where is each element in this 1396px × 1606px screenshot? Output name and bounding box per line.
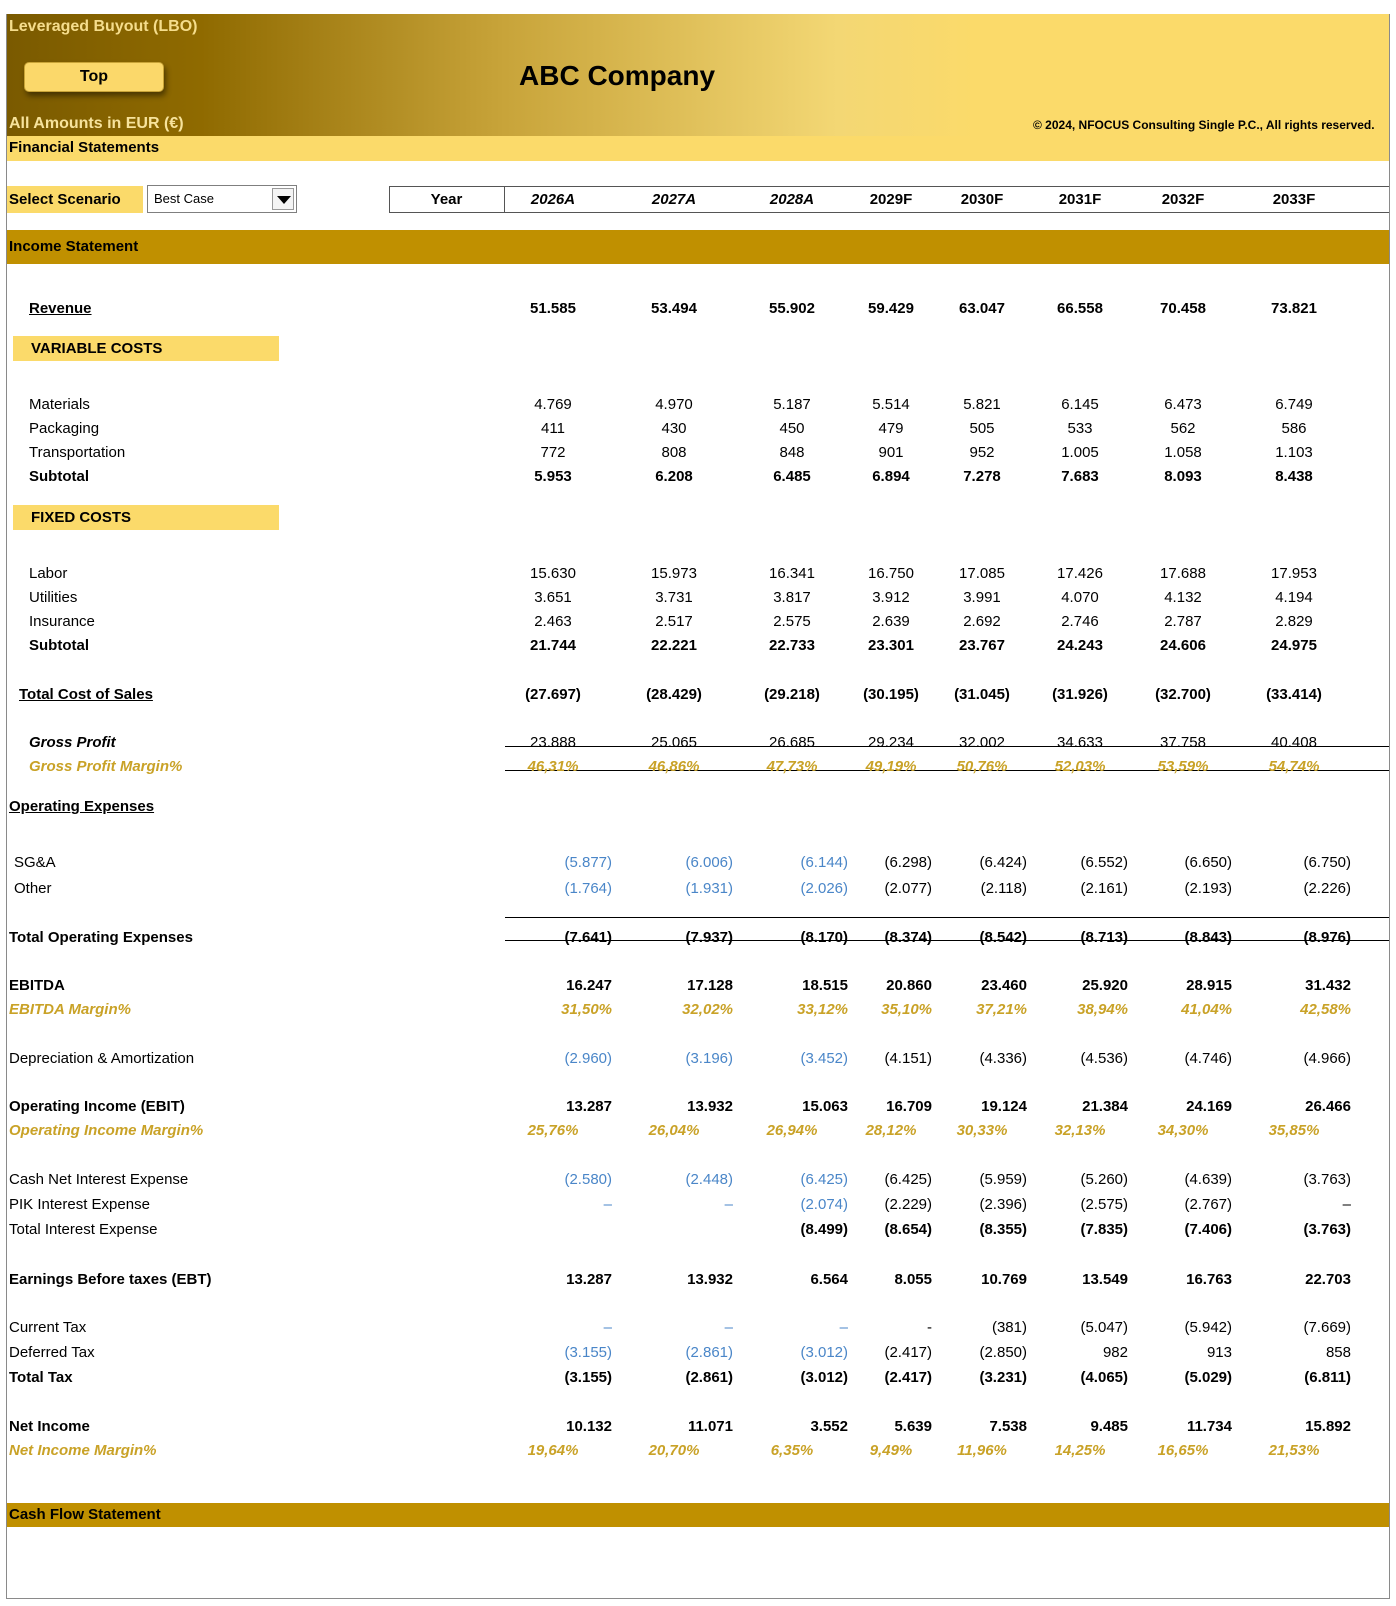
ebit-margin-label: Operating Income Margin% <box>9 1122 204 1139</box>
net-income-margin-value[interactable]: 19,64% <box>527 1442 579 1459</box>
revenue-value[interactable]: 73.821 <box>1271 300 1317 317</box>
other-value[interactable]: (2.118) <box>980 880 1027 897</box>
labor-value[interactable]: 17.085 <box>959 565 1005 582</box>
net-income-margin-value[interactable]: 16,65% <box>1157 1442 1209 1459</box>
ebit-value[interactable]: 21.384 <box>1082 1098 1128 1115</box>
total-cost-of-sales-value[interactable]: (28.429) <box>646 686 702 703</box>
insurance-value[interactable]: 2.787 <box>1164 613 1202 630</box>
financial-statements-title: Financial Statements <box>9 139 160 156</box>
total-cost-of-sales-value[interactable]: (30.195) <box>863 686 919 703</box>
ebit-margin-value[interactable]: 34,30% <box>1157 1122 1209 1139</box>
total-interest-value[interactable]: (8.654) <box>884 1221 932 1238</box>
packaging-value[interactable]: 562 <box>1170 420 1196 437</box>
current-tax-value[interactable]: – <box>839 1319 848 1336</box>
ebit-margin-value[interactable]: 26,94% <box>766 1122 818 1139</box>
materials-value[interactable]: 4.970 <box>655 396 693 413</box>
insurance-value[interactable]: 2.517 <box>655 613 693 630</box>
revenue-value[interactable]: 66.558 <box>1057 300 1103 317</box>
ebt-value[interactable]: 8.055 <box>894 1271 932 1288</box>
net-income-margin-value[interactable]: 9,49% <box>869 1442 913 1459</box>
net-income-label: Net Income <box>9 1418 90 1435</box>
packaging-value[interactable]: 411 <box>541 420 565 437</box>
gross-profit-margin-value[interactable]: 53,59% <box>1157 758 1209 775</box>
net-income-value[interactable]: 7.538 <box>989 1418 1027 1435</box>
sga-value[interactable]: (5.877) <box>564 854 612 871</box>
deferred-tax-value[interactable]: (3.155) <box>564 1344 612 1361</box>
chevron-down-icon[interactable] <box>272 188 294 210</box>
subtotal-value[interactable]: 23.301 <box>868 637 914 654</box>
net-income-margin-label: Net Income Margin% <box>9 1442 157 1459</box>
da-value[interactable]: (3.452) <box>800 1050 848 1067</box>
materials-value[interactable]: 5.187 <box>773 396 811 413</box>
ebitda-margin-value[interactable]: 32,02% <box>682 1001 733 1018</box>
net-income-margin-value[interactable]: 6,35% <box>770 1442 814 1459</box>
total-cost-of-sales-value[interactable]: (32.700) <box>1155 686 1211 703</box>
ebt-value[interactable]: 6.564 <box>810 1271 848 1288</box>
net-income-value[interactable]: 5.639 <box>894 1418 932 1435</box>
year-header-cell: 2029F <box>869 191 913 208</box>
net-income-margin-value[interactable]: 14,25% <box>1054 1442 1106 1459</box>
sga-value[interactable]: (6.424) <box>979 854 1027 871</box>
materials-value[interactable]: 6.145 <box>1061 396 1099 413</box>
insurance-label: Insurance <box>29 613 95 630</box>
revenue-value[interactable]: 70.458 <box>1160 300 1206 317</box>
total-cost-of-sales-value[interactable]: (33.414) <box>1266 686 1322 703</box>
pik-interest-value[interactable]: – <box>1342 1196 1351 1213</box>
ebit-value[interactable]: 15.063 <box>802 1098 848 1115</box>
packaging-value[interactable]: 479 <box>878 420 904 437</box>
gross-profit-margin-label: Gross Profit Margin% <box>29 758 183 775</box>
cash-interest-label: Cash Net Interest Expense <box>9 1171 189 1188</box>
pik-interest-value[interactable]: (2.229) <box>884 1196 932 1213</box>
total-opex-value[interactable]: (8.374) <box>884 929 932 946</box>
transportation-value[interactable]: 1.005 <box>1061 444 1099 461</box>
transportation-value[interactable]: 808 <box>661 444 687 461</box>
gross-profit-margin-value[interactable]: 52,03% <box>1054 758 1106 775</box>
pik-interest-value[interactable]: (2.767) <box>1184 1196 1232 1213</box>
copyright-notice: © 2024, NFOCUS Consulting Single P.C., All rights reserved. <box>1033 118 1375 132</box>
cash-interest-value[interactable]: (3.763) <box>1303 1171 1351 1188</box>
packaging-value[interactable]: 430 <box>661 420 687 437</box>
ebitda-margin-value[interactable]: 38,94% <box>1077 1001 1128 1018</box>
subtotal-value[interactable]: 5.953 <box>534 468 572 485</box>
gross-profit-value[interactable]: 29.234 <box>868 734 914 751</box>
labor-value[interactable]: 17.426 <box>1057 565 1103 582</box>
total-opex-value[interactable]: (8.542) <box>979 929 1027 946</box>
sga-value[interactable]: (6.750) <box>1303 854 1351 871</box>
total-cost-of-sales-value[interactable]: (27.697) <box>525 686 581 703</box>
transportation-value[interactable]: 952 <box>969 444 995 461</box>
ebitda-value[interactable]: 18.515 <box>802 977 848 994</box>
transportation-value[interactable]: 901 <box>878 444 904 461</box>
insurance-value[interactable]: 2.692 <box>963 613 1001 630</box>
gross-profit-value[interactable]: 32.002 <box>959 734 1005 751</box>
total-cost-of-sales-value[interactable]: (29.218) <box>764 686 820 703</box>
labor-value[interactable]: 15.630 <box>530 565 576 582</box>
financial-statements-band <box>7 136 1390 161</box>
utilities-value[interactable]: 3.731 <box>655 589 693 606</box>
sga-value[interactable]: (6.650) <box>1184 854 1232 871</box>
subtotal-value[interactable]: 24.975 <box>1271 637 1317 654</box>
ebt-value[interactable]: 16.763 <box>1186 1271 1232 1288</box>
da-value[interactable]: (2.960) <box>564 1050 612 1067</box>
gross-profit-value[interactable]: 23.888 <box>530 734 576 751</box>
pik-interest-value[interactable]: – <box>724 1196 733 1213</box>
materials-label: Materials <box>29 396 90 413</box>
total-opex-value[interactable]: (8.170) <box>800 929 848 946</box>
materials-value[interactable]: 5.821 <box>963 396 1001 413</box>
total-interest-value[interactable]: (7.835) <box>1080 1221 1128 1238</box>
total-opex-value[interactable]: (8.976) <box>1303 929 1351 946</box>
ebitda-value[interactable]: 31.432 <box>1305 977 1351 994</box>
materials-value[interactable]: 6.749 <box>1275 396 1313 413</box>
current-tax-value[interactable]: – <box>603 1319 612 1336</box>
labor-value[interactable]: 16.750 <box>868 565 914 582</box>
deferred-tax-value[interactable]: (3.012) <box>800 1344 848 1361</box>
currency-note: All Amounts in EUR (€) <box>9 115 184 132</box>
pik-interest-value[interactable]: (2.396) <box>979 1196 1027 1213</box>
transportation-value[interactable]: 772 <box>540 444 566 461</box>
current-tax-value[interactable]: - <box>927 1319 932 1336</box>
labor-value[interactable]: 17.688 <box>1160 565 1206 582</box>
revenue-value[interactable]: 63.047 <box>959 300 1005 317</box>
total-opex-top-rule <box>505 917 1390 918</box>
total-tax-value[interactable]: (2.417) <box>884 1369 932 1386</box>
ebit-margin-value[interactable]: 35,85% <box>1268 1122 1320 1139</box>
labor-value[interactable]: 16.341 <box>769 565 815 582</box>
ebitda-value[interactable]: 20.860 <box>886 977 932 994</box>
ebitda-margin-value[interactable]: 42,58% <box>1300 1001 1351 1018</box>
gross-profit-margin-value[interactable]: 46,31% <box>527 758 579 775</box>
total-tax-value[interactable]: (6.811) <box>1304 1369 1351 1386</box>
pik-interest-label: PIK Interest Expense <box>9 1196 150 1213</box>
year-header-cell: 2026A <box>530 191 576 208</box>
insurance-value[interactable]: 2.829 <box>1275 613 1313 630</box>
total-cost-of-sales-label: Total Cost of Sales <box>19 686 153 703</box>
operating-expenses-title: Operating Expenses <box>9 798 155 815</box>
gross-profit-value[interactable]: 25.065 <box>651 734 697 751</box>
da-value[interactable]: (4.536) <box>1080 1050 1128 1067</box>
total-interest-value[interactable]: (8.499) <box>800 1221 848 1238</box>
ebit-label: Operating Income (EBIT) <box>9 1098 185 1115</box>
ebit-margin-value[interactable]: 28,12% <box>865 1122 917 1139</box>
labor-value[interactable]: 17.953 <box>1271 565 1317 582</box>
pik-interest-value[interactable]: (2.074) <box>800 1196 848 1213</box>
insurance-value[interactable]: 2.746 <box>1061 613 1099 630</box>
cash-flow-band <box>7 1503 1390 1527</box>
ebitda-margin-value[interactable]: 41,04% <box>1181 1001 1232 1018</box>
ebitda-label: EBITDA <box>9 977 65 994</box>
packaging-label: Packaging <box>29 420 100 437</box>
current-tax-value[interactable]: – <box>724 1319 733 1336</box>
da-value[interactable]: (4.966) <box>1303 1050 1351 1067</box>
ebt-value[interactable]: 13.287 <box>566 1271 612 1288</box>
subtotal-label: Subtotal <box>29 468 89 485</box>
year-header-cell: 2028A <box>769 191 815 208</box>
total-opex-value[interactable]: (7.641) <box>564 929 612 946</box>
total-cost-of-sales-value[interactable]: (31.926) <box>1052 686 1108 703</box>
total-interest-value[interactable]: (7.406) <box>1184 1221 1232 1238</box>
total-interest-value[interactable]: (3.763) <box>1303 1221 1351 1238</box>
sga-value[interactable]: (6.298) <box>884 854 932 871</box>
cash-interest-value[interactable]: (6.425) <box>800 1171 848 1188</box>
ebit-value[interactable]: 24.169 <box>1186 1098 1232 1115</box>
net-income-value[interactable]: 15.892 <box>1305 1418 1351 1435</box>
total-tax-value[interactable]: (4.065) <box>1080 1369 1128 1386</box>
fixed-costs-header: FIXED COSTS <box>13 505 279 530</box>
ebit-margin-value[interactable]: 25,76% <box>527 1122 579 1139</box>
utilities-value[interactable]: 3.651 <box>534 589 572 606</box>
model-title: Leveraged Buyout (LBO) <box>9 18 198 35</box>
packaging-value[interactable]: 533 <box>1067 420 1093 437</box>
ebitda-value[interactable]: 23.460 <box>981 977 1027 994</box>
total-opex-value[interactable]: (8.713) <box>1080 929 1128 946</box>
spreadsheet-sheet <box>6 14 1390 1599</box>
revenue-label: Revenue <box>29 300 92 317</box>
subtotal-label: Subtotal <box>29 637 89 654</box>
da-value[interactable]: (4.746) <box>1184 1050 1232 1067</box>
labor-value[interactable]: 15.973 <box>651 565 697 582</box>
deferred-tax-value[interactable]: (2.850) <box>979 1344 1027 1361</box>
gross-profit-value[interactable]: 40.408 <box>1271 734 1317 751</box>
ebit-value[interactable]: 19.124 <box>981 1098 1027 1115</box>
ebitda-margin-value[interactable]: 35,10% <box>881 1001 932 1018</box>
subtotal-value[interactable]: 8.093 <box>1164 468 1202 485</box>
current-tax-value[interactable]: (5.047) <box>1080 1319 1128 1336</box>
total-tax-value[interactable]: (3.231) <box>979 1369 1027 1386</box>
ebit-value[interactable]: 26.466 <box>1305 1098 1351 1115</box>
labor-label: Labor <box>29 565 68 582</box>
ebitda-margin-value[interactable]: 31,50% <box>561 1001 612 1018</box>
year-header-cell: 2031F <box>1058 191 1102 208</box>
subtotal-value[interactable]: 7.683 <box>1061 468 1099 485</box>
total-cost-of-sales-value[interactable]: (31.045) <box>954 686 1010 703</box>
deferred-tax-value[interactable]: 982 <box>1102 1344 1128 1361</box>
scenario-selected-value: Best Case <box>154 191 214 206</box>
net-income-value[interactable]: 10.132 <box>566 1418 612 1435</box>
ebitda-value[interactable]: 17.128 <box>687 977 733 994</box>
total-interest-value[interactable]: (8.355) <box>979 1221 1027 1238</box>
net-income-margin-value[interactable]: 21,53% <box>1268 1442 1320 1459</box>
insurance-value[interactable]: 2.639 <box>872 613 910 630</box>
gross-profit-label: Gross Profit <box>29 734 116 751</box>
utilities-value[interactable]: 4.132 <box>1164 589 1202 606</box>
total-opex-value[interactable]: (8.843) <box>1184 929 1232 946</box>
current-tax-value[interactable]: (381) <box>991 1319 1027 1336</box>
deferred-tax-value[interactable]: (2.417) <box>884 1344 932 1361</box>
revenue-value[interactable]: 53.494 <box>651 300 697 317</box>
header-banner <box>7 14 1390 136</box>
gross-profit-margin-value[interactable]: 46,86% <box>648 758 700 775</box>
other-value[interactable]: (1.764) <box>564 880 612 897</box>
scenario-label: Select Scenario <box>7 186 143 213</box>
da-value[interactable]: (3.196) <box>685 1050 733 1067</box>
income-statement-title: Income Statement <box>9 238 139 255</box>
net-income-value[interactable]: 3.552 <box>810 1418 848 1435</box>
materials-value[interactable]: 5.514 <box>872 396 910 413</box>
current-tax-label: Current Tax <box>9 1319 87 1336</box>
ebit-margin-value[interactable]: 30,33% <box>956 1122 1008 1139</box>
net-income-value[interactable]: 9.485 <box>1090 1418 1128 1435</box>
year-label: Year <box>389 186 505 213</box>
total-opex-value[interactable]: (7.937) <box>685 929 733 946</box>
subtotal-value[interactable]: 7.278 <box>963 468 1001 485</box>
ebit-margin-value[interactable]: 32,13% <box>1054 1122 1106 1139</box>
subtotal-value[interactable]: 6.208 <box>655 468 693 485</box>
company-name: ABC Company <box>519 60 716 91</box>
materials-value[interactable]: 4.769 <box>534 396 572 413</box>
da-label: Depreciation & Amortization <box>9 1050 195 1067</box>
other-value[interactable]: (2.193) <box>1184 880 1232 897</box>
gross-profit-margin-value[interactable]: 47,73% <box>766 758 818 775</box>
transportation-value[interactable]: 1.058 <box>1164 444 1202 461</box>
packaging-value[interactable]: 450 <box>779 420 805 437</box>
cash-interest-value[interactable]: (2.580) <box>564 1171 612 1188</box>
net-income-margin-value[interactable]: 11,96% <box>957 1442 1007 1459</box>
total-tax-value[interactable]: (3.012) <box>800 1369 848 1386</box>
revenue-value[interactable]: 55.902 <box>769 300 815 317</box>
year-header-cell: 2030F <box>960 191 1004 208</box>
total-tax-value[interactable]: (2.861) <box>685 1369 733 1386</box>
subtotal-value[interactable]: 24.243 <box>1057 637 1103 654</box>
other-value[interactable]: (2.161) <box>1080 880 1128 897</box>
cash-interest-value[interactable]: (5.260) <box>1080 1171 1128 1188</box>
net-income-value[interactable]: 11.071 <box>687 1418 733 1435</box>
year-header-cell: 2032F <box>1161 191 1205 208</box>
subtotal-value[interactable]: 22.733 <box>769 637 815 654</box>
utilities-label: Utilities <box>29 589 78 606</box>
utilities-value[interactable]: 4.070 <box>1061 589 1099 606</box>
other-value[interactable]: (1.931) <box>685 880 733 897</box>
packaging-value[interactable]: 586 <box>1281 420 1307 437</box>
subtotal-value[interactable]: 6.485 <box>773 468 811 485</box>
gross-profit-margin-value[interactable]: 50,76% <box>956 758 1008 775</box>
subtotal-value[interactable]: 6.894 <box>872 468 910 485</box>
packaging-value[interactable]: 505 <box>969 420 995 437</box>
utilities-value[interactable]: 3.912 <box>872 589 910 606</box>
subtotal-value[interactable]: 24.606 <box>1160 637 1206 654</box>
year-header-cell: 2027A <box>651 191 697 208</box>
variable-costs-header: VARIABLE COSTS <box>13 336 279 361</box>
ebt-label: Earnings Before taxes (EBT) <box>9 1271 212 1288</box>
ebit-value[interactable]: 16.709 <box>886 1098 932 1115</box>
subtotal-value[interactable]: 23.767 <box>959 637 1005 654</box>
transportation-value[interactable]: 848 <box>779 444 805 461</box>
transportation-value[interactable]: 1.103 <box>1275 444 1313 461</box>
ebit-margin-value[interactable]: 26,04% <box>648 1122 700 1139</box>
current-tax-value[interactable]: (5.942) <box>1184 1319 1232 1336</box>
insurance-value[interactable]: 2.575 <box>773 613 811 630</box>
ebitda-margin-value[interactable]: 37,21% <box>976 1001 1027 1018</box>
ebit-value[interactable]: 13.932 <box>687 1098 733 1115</box>
total-tax-value[interactable]: (5.029) <box>1184 1369 1232 1386</box>
deferred-tax-value[interactable]: 858 <box>1325 1344 1351 1361</box>
subtotal-value[interactable]: 21.744 <box>530 637 576 654</box>
ebitda-margin-label: EBITDA Margin% <box>9 1001 131 1018</box>
cash-flow-title: Cash Flow Statement <box>9 1506 161 1523</box>
deferred-tax-value[interactable]: (2.861) <box>685 1344 733 1361</box>
gross-profit-margin-value[interactable]: 49,19% <box>865 758 917 775</box>
ebt-value[interactable]: 13.549 <box>1082 1271 1128 1288</box>
ebitda-value[interactable]: 28.915 <box>1186 977 1232 994</box>
cash-interest-value[interactable]: (6.425) <box>884 1171 932 1188</box>
ebitda-value[interactable]: 16.247 <box>566 977 612 994</box>
other-label: Other <box>14 880 52 897</box>
gross-profit-margin-value[interactable]: 54,74% <box>1268 758 1320 775</box>
subtotal-value[interactable]: 8.438 <box>1275 468 1313 485</box>
ebitda-value[interactable]: 25.920 <box>1082 977 1128 994</box>
top-button[interactable]: Top <box>24 62 164 92</box>
total-tax-label: Total Tax <box>9 1369 73 1386</box>
subtotal-value[interactable]: 22.221 <box>651 637 697 654</box>
cash-interest-value[interactable]: (2.448) <box>685 1171 733 1188</box>
pik-interest-value[interactable]: (2.575) <box>1080 1196 1128 1213</box>
total-opex-label: Total Operating Expenses <box>9 929 193 946</box>
revenue-value[interactable]: 51.585 <box>530 300 576 317</box>
ebit-value[interactable]: 13.287 <box>566 1098 612 1115</box>
gross-profit-value[interactable]: 26.685 <box>769 734 815 751</box>
deferred-tax-label: Deferred Tax <box>9 1344 95 1361</box>
utilities-value[interactable]: 3.817 <box>773 589 811 606</box>
ebt-value[interactable]: 13.932 <box>687 1271 733 1288</box>
pik-interest-value[interactable]: – <box>603 1196 612 1213</box>
da-value[interactable]: (4.336) <box>979 1050 1027 1067</box>
net-income-margin-value[interactable]: 20,70% <box>648 1442 700 1459</box>
sga-label: SG&A <box>14 854 56 871</box>
year-header-cell: 2033F <box>1272 191 1316 208</box>
deferred-tax-value[interactable]: 913 <box>1206 1344 1232 1361</box>
sga-value[interactable]: (6.144) <box>800 854 848 871</box>
materials-value[interactable]: 6.473 <box>1164 396 1202 413</box>
net-income-value[interactable]: 11.734 <box>1186 1418 1232 1435</box>
other-value[interactable]: (2.226) <box>1303 880 1351 897</box>
da-value[interactable]: (4.151) <box>884 1050 932 1067</box>
cash-interest-value[interactable]: (4.639) <box>1184 1171 1232 1188</box>
ebt-value[interactable]: 22.703 <box>1305 1271 1351 1288</box>
insurance-value[interactable]: 2.463 <box>534 613 572 630</box>
transportation-label: Transportation <box>29 444 126 461</box>
gross-profit-value[interactable]: 37.758 <box>1160 734 1206 751</box>
total-interest-label: Total Interest Expense <box>9 1221 158 1238</box>
ebitda-margin-value[interactable]: 33,12% <box>797 1001 848 1018</box>
scenario-dropdown[interactable] <box>147 185 297 213</box>
total-tax-value[interactable]: (3.155) <box>564 1369 612 1386</box>
utilities-value[interactable]: 4.194 <box>1275 589 1313 606</box>
current-tax-value[interactable]: (7.669) <box>1303 1319 1351 1336</box>
gross-profit-value[interactable]: 34.633 <box>1057 734 1103 751</box>
income-statement-band <box>7 230 1390 264</box>
sga-value[interactable]: (6.006) <box>685 854 733 871</box>
other-value[interactable]: (2.026) <box>800 880 848 897</box>
revenue-value[interactable]: 59.429 <box>868 300 914 317</box>
other-value[interactable]: (2.077) <box>884 880 932 897</box>
utilities-value[interactable]: 3.991 <box>963 589 1001 606</box>
cash-interest-value[interactable]: (5.959) <box>979 1171 1027 1188</box>
ebt-value[interactable]: 10.769 <box>981 1271 1027 1288</box>
sga-value[interactable]: (6.552) <box>1080 854 1128 871</box>
